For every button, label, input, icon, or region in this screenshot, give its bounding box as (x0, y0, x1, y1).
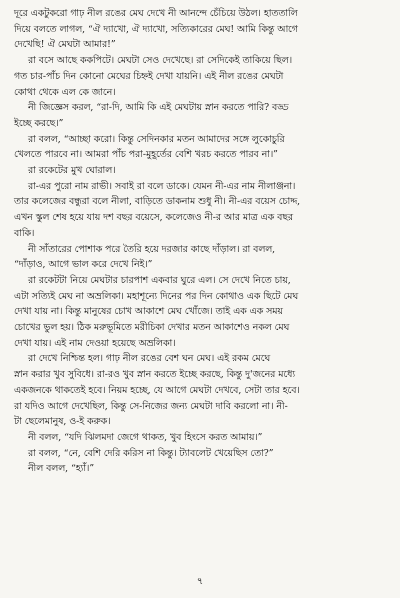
paragraph-2: রা বসে আছে ককপিটে। মেঘটা সেও দেখেছে। রা সেদিকেই তাকিয়ে ছিল। গত চার-পাঁচ দিন কোনো মেঘের চিহ্নই দেখা যায়নি। এই নীল রঙের মেঘটা কোথা থেকে এল কে জানে। (14, 55, 293, 98)
paragraph-10: নী বলল, “যদি ঝিলমদা জেগে থাকত, খুব হিংসে করত আমায়।” (28, 431, 263, 443)
paragraph-1: দূরে একটুকরো গাঢ় নীল রঙের মেঘ দেখে নী আনন্দে চেঁচিয়ে উঠল। হাততালি দিয়ে বলতে লাগল, “ঐ দ্যাখো, ঐ দ্যাখো, সত্যিকারের মেঘ! আমি কিন্তু আগে দেখেছি! ঐ মেঘটা আমার!” (14, 8, 298, 51)
paragraph-8: রা রকেটটা নিয়ে মেঘটার চারপাশ একবার ঘুরে এল। সে দেখে নিতে চায়, এটা সত্যিই মেঘ না অভ্রলিকা। মহাশূন্যে দিনের পর দিন কোথাও এক ছিটে মেঘ দেখা যায় না। কিন্তু মানুষের চোখ আকাশে মেঘ খোঁজে। তাই এক এক সময় চোখের ভুল হয়। ঠিক মরুভূমিতে মরীচিকা দেখার মতন আকাশেও নকল মেঘ দেখা যায়। এই নাম দেওয়া হয়েছে অভ্রলিকা। (14, 274, 299, 349)
paragraph-12: নীল বলল, “হ্যাঁ।” (28, 463, 95, 475)
paragraph-7: নী সাঁতারের পোশাক পরে তৈরি হয়ে দরজার কাছে দাঁড়াল। রা বলল, “দাঁড়াও, আগে ভাল করে দেখে নিই।” (14, 243, 276, 271)
paragraph-9: রা দেখে নিশ্চিন্ত হল। গাঢ় নীল রঙের বেশ ঘন মেঘ। এই রকম মেঘে স্নান করার খুব সুবিধে। রা-রও খুব স্নান করতে ইচ্ছে করছে, কিন্তু দু'জনের মধ্যে একজনকে থাকতেই হবে। নিয়ম হচ্ছে, যে আগে মেঘটা দেখবে, সেটা তার হবে। রা যদিও আগে দেখেছিল, কিন্তু সে-নিজের জন্য মেঘটা দাবি করলো না। নী- টা ছেলেমানুষ, ও-ই করুক। (14, 353, 300, 428)
page-number: ৭ (196, 576, 204, 587)
document-body (14, 6, 387, 477)
paragraph-6: রা-এর পুরো নাম রাভী। সবাই রা বলে ডাকে। যেমন নী-এর নাম নীলাঞ্জনা। তার কলেজের বন্ধুরা বলে নীলা, বাড়িতে ডাকনাম শুধু নী। নী-এর বয়েস চোদ্দ, এখন স্কুল শেষ হয়ে যায় দশ বছর বয়েসে, কলেজেও নী-র আর মাত্র এক বছর বাকি। (14, 180, 301, 239)
paragraph-11: রা বলল, “নে, বেশি দেরি করিস না কিন্তু। ট্যাবলেট খেয়েছিস তো?” (28, 447, 274, 459)
paragraph-4: রা বলল, “আচ্ছা করো। কিন্তু সেদিনকার মতন আমাদের সঙ্গে লুকোচুরি খেলতে পারবে না। আমরা পাঁচ পরা-মুহূর্তের বেশি খরচ করতে পারব না।” (14, 133, 285, 161)
paragraph-3: নী জিজ্ঞেস করল, “রা-দি, আমি কি এই মেঘটায় স্নান করতে পারি? বড্ড ইচ্ছে করছে।” (14, 102, 289, 129)
paragraph-5: রা রকেটের মুখ ঘোরাল। (28, 165, 116, 177)
